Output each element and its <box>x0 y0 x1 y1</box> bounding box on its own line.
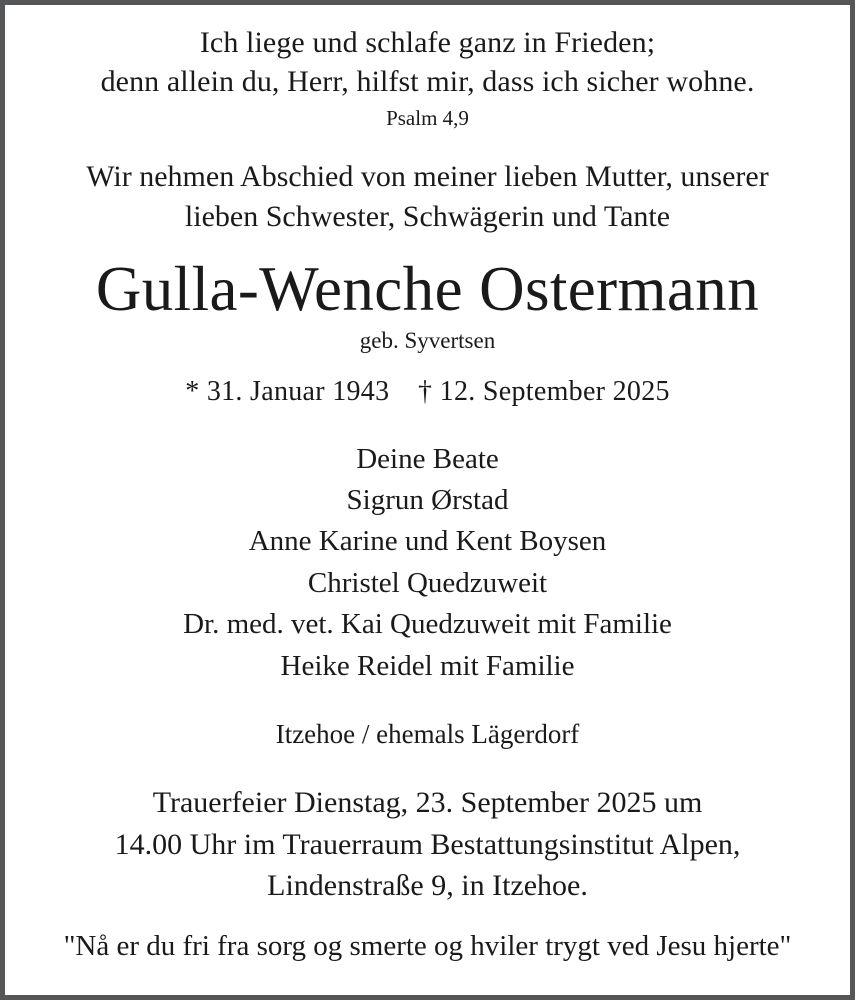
mourner-item: Anne Karine und Kent Boysen <box>248 525 607 558</box>
maiden-name: geb. Syvertsen <box>359 328 496 354</box>
intro-line-1: Wir nehmen Abschied von meiner lieben Mutter, unserer <box>86 159 769 193</box>
service-line-2: 14.00 Uhr im Trauerraum Bestattungsinstitut Alpen, <box>114 827 741 861</box>
mourner-item: Christel Quedzuweit <box>307 566 548 599</box>
service-line-1: Trauerfeier Dienstag, 23. September 2025 um <box>152 786 703 820</box>
service-line-3: Lindenstraße 9, in Itzehoe. <box>267 868 588 902</box>
death-date: 12. September 2025 <box>439 375 670 407</box>
mourners-list <box>183 439 672 688</box>
birth-date: 31. Januar 1943 <box>206 375 390 407</box>
deceased-name: Gulla-Wenche Ostermann <box>95 254 760 325</box>
place-line: Itzehoe / ehemals Lägerdorf <box>275 719 580 750</box>
service-details <box>115 782 741 905</box>
death-symbol: † <box>418 375 433 407</box>
closing-quote: "Nå er du fri fra sorg og smerte og hviler trygt ved Jesu hjerte" <box>63 929 792 962</box>
verse-line-1: Ich liege und schlafe ganz in Frieden; <box>199 26 656 59</box>
verse-source: Psalm 4,9 <box>386 106 469 130</box>
notice-content <box>5 5 850 995</box>
mourner-item: Dr. med. vet. Kai Quedzuweit mit Familie <box>183 608 672 641</box>
mourner-item: Heike Reidel mit Familie <box>280 649 575 682</box>
intro-line-2: lieben Schwester, Schwägerin und Tante <box>184 199 671 233</box>
scripture-verse <box>101 23 755 101</box>
announcement-intro <box>86 157 768 237</box>
mourner-item: Deine Beate <box>356 442 499 475</box>
birth-symbol: * <box>185 375 200 407</box>
verse-line-2: denn allein du, Herr, hilfst mir, dass ich sicher wohne. <box>100 65 755 98</box>
mourner-item: Sigrun Ørstad <box>346 484 509 516</box>
life-dates <box>185 375 670 409</box>
